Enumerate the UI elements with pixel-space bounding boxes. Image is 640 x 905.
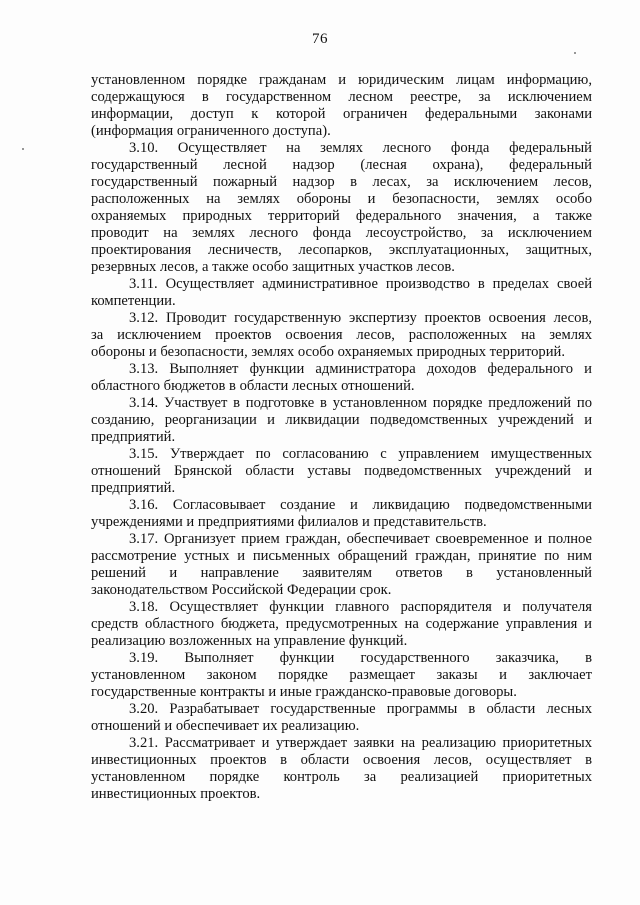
text-line: решений и направление заявителям ответов в установленный: [91, 565, 592, 581]
paragraph-3-13: [91, 361, 592, 395]
text-line: отношений Брянской области уставы подведомственных учреждений и: [91, 463, 592, 479]
text-line: учреждениями и предприятиями филиалов и представительств.: [91, 514, 487, 530]
text-line: 3.13. Выполняет функции администратора доходов федерального и: [129, 361, 592, 377]
text-line: инвестиционных проектов в области освоения лесов, осуществляет в: [91, 752, 592, 768]
paragraph-3-17: [91, 531, 592, 599]
page-number: 76: [312, 31, 328, 47]
text-line: областного бюджетов в области лесных отношений.: [91, 378, 415, 394]
paragraph-3-20: [91, 701, 592, 735]
text-line: 3.20. Разрабатывает государственные программы в области лесных: [129, 701, 592, 717]
text-line: 3.17. Организует прием граждан, обеспечивает своевременное и полное: [129, 531, 592, 547]
paragraph-3-12: [91, 310, 592, 361]
text-line: 3.16. Согласовывает создание и ликвидацию подведомственными: [129, 497, 592, 513]
scan-speck: [22, 148, 24, 150]
text-line: установленном порядке контроль за реализацией приоритетных: [91, 769, 592, 785]
text-line: 3.18. Осуществляет функции главного распорядителя и получателя: [129, 599, 592, 615]
text-line: государственные контракты и иные гражданско-правовые договоры.: [91, 684, 517, 700]
text-line: обороны и безопасности, землях особо охраняемых природных территорий.: [91, 344, 565, 360]
paragraph-3-21: [91, 735, 592, 803]
document-body: [91, 72, 592, 803]
text-line: резервных лесов, а также особо защитных участков лесов.: [91, 259, 455, 275]
text-line: 3.14. Участвует в подготовке в установленном порядке предложений по: [129, 395, 592, 411]
text-line: проводит на землях лесного фонда лесоустройство, за исключением: [91, 225, 592, 241]
text-line: предприятий.: [91, 480, 176, 496]
text-line: реализацию возложенных на управление функций.: [91, 633, 408, 649]
text-line: законодательством Российской Федерации срок.: [91, 582, 392, 598]
text-line: средств областного бюджета, предусмотренных на содержание управления и: [91, 616, 592, 632]
text-line: государственный пожарный надзор в лесах, за исключением лесов,: [91, 174, 592, 190]
text-line: охраняемых природных территорий федерального значения, а также: [91, 208, 592, 224]
text-line: инвестиционных проектов.: [91, 786, 261, 802]
paragraph-3-18: [91, 599, 592, 650]
text-line: установленном порядке гражданам и юридическим лицам информацию,: [91, 72, 592, 88]
text-line: установленном законом порядке размещает заказы и заключает: [91, 667, 592, 683]
text-line: компетенции.: [91, 293, 176, 309]
paragraph-intro-continuation: [91, 72, 592, 140]
paragraph-3-14: [91, 395, 592, 446]
text-line: 3.12. Проводит государственную экспертизу проектов освоения лесов,: [129, 310, 592, 326]
text-line: созданию, реорганизации и ликвидации подведомственных учреждений и: [91, 412, 592, 428]
paragraph-3-19: [91, 650, 592, 701]
text-line: (информация ограниченного доступа).: [91, 123, 331, 139]
text-line: 3.10. Осуществляет на землях лесного фонда федеральный: [129, 140, 592, 156]
scan-speck: [574, 52, 576, 54]
text-line: предприятий.: [91, 429, 176, 445]
text-line: за исключением проектов освоения лесов, расположенных на землях: [91, 327, 592, 343]
text-line: 3.19. Выполняет функции государственного заказчика, в: [129, 650, 592, 666]
text-line: 3.15. Утверждает по согласованию с управлением имущественных: [129, 446, 592, 462]
text-line: отношений и обеспечивает их реализацию.: [91, 718, 360, 734]
text-line: информации, доступ к которой ограничен федеральными законами: [91, 106, 592, 122]
paragraph-3-16: [91, 497, 592, 531]
text-line: 3.11. Осуществляет административное производство в пределах своей: [129, 276, 592, 292]
paragraph-3-15: [91, 446, 592, 497]
text-line: проектирования лесничеств, лесопарков, эксплуатационных, защитных,: [91, 242, 592, 258]
text-line: рассмотрение устных и письменных обращений граждан, принятие по ним: [91, 548, 592, 564]
text-line: 3.21. Рассматривает и утверждает заявки на реализацию приоритетных: [129, 735, 592, 751]
paragraph-3-11: [91, 276, 592, 310]
text-line: содержащуюся в государственном лесном реестре, за исключением: [91, 89, 592, 105]
text-line: расположенных на землях обороны и безопасности, землях особо: [91, 191, 592, 207]
text-line: государственный лесной надзор (лесная охрана), федеральный: [91, 157, 592, 173]
paragraph-3-10: [91, 140, 592, 276]
